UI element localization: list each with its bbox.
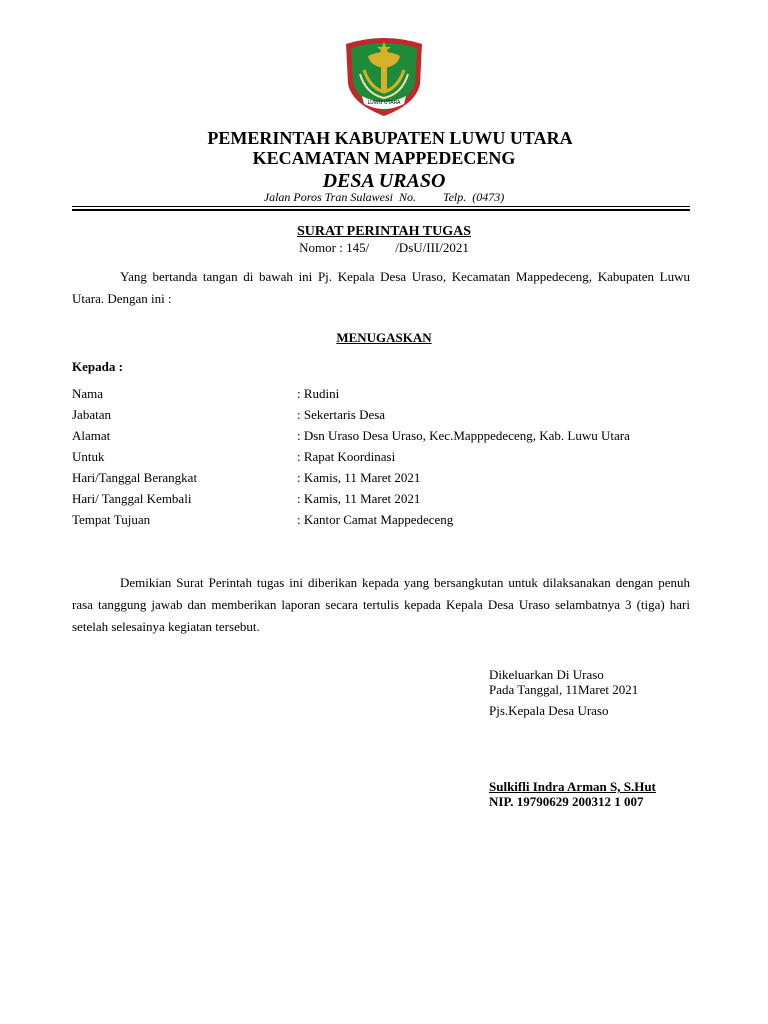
- detail-label: Hari/ Tanggal Kembali: [72, 491, 192, 506]
- letterhead-government: PEMERINTAH KABUPATEN LUWU UTARA: [207, 128, 573, 148]
- letter-number: Nomor : 145/ /DsU/III/2021: [299, 240, 469, 255]
- detail-value: : Kamis, 11 Maret 2021: [297, 470, 421, 485]
- issued-place: Dikeluarkan Di Uraso: [489, 667, 604, 682]
- svg-text:LUWU UTARA: LUWU UTARA: [367, 100, 401, 106]
- detail-label: Untuk: [72, 449, 105, 464]
- detail-row-nama: [72, 386, 690, 407]
- issued-date: Pada Tanggal, 11Maret 2021: [489, 682, 639, 697]
- detail-label: Tempat Tujuan: [72, 512, 151, 527]
- letterhead-village: DESA URASO: [322, 170, 446, 192]
- detail-row-untuk: [72, 449, 690, 470]
- signer-nip: NIP. 19790629 200312 1 007: [489, 794, 644, 809]
- intro-paragraph: Yang bertanda tangan di bawah ini Pj. Kepala Desa Uraso, Kecamatan Mappedeceng, Kabupaten Luwu Utara. Dengan ini :: [72, 269, 690, 306]
- detail-value: : Rapat Koordinasi: [297, 449, 396, 464]
- recipient-label: Kepada :: [72, 359, 123, 374]
- detail-row-tujuan: [72, 512, 690, 533]
- detail-row-jabatan: [72, 407, 690, 428]
- regency-emblem-logo: [340, 34, 428, 118]
- letterhead-divider-thick: [72, 209, 690, 211]
- detail-label: Alamat: [72, 428, 111, 443]
- closing-paragraph: Demikian Surat Perintah tugas ini diberikan kepada yang bersangkutan untuk dilaksanakan dengan penuh rasa tanggung jawab dan memberikan laporan secara tertulis kepada Kepala Desa Uraso selambatnya 3 (tiga) hari setelah selesainya kegiatan tersebut.: [72, 575, 690, 634]
- detail-value: : Kantor Camat Mappedeceng: [297, 512, 454, 527]
- detail-row-berangkat: [72, 470, 690, 491]
- signer-name: Sulkifli Indra Arman S, S.Hut: [489, 779, 656, 794]
- detail-label: Hari/Tanggal Berangkat: [72, 470, 198, 485]
- detail-value: : Dsn Uraso Desa Uraso, Kec.Mapppedeceng, Kab. Luwu Utara: [297, 428, 630, 443]
- signer-position: Pjs.Kepala Desa Uraso: [489, 703, 609, 718]
- letterhead-divider-thin: [72, 206, 690, 207]
- detail-value: : Rudini: [297, 386, 340, 401]
- detail-row-alamat: [72, 428, 690, 449]
- detail-row-kembali: [72, 491, 690, 512]
- letter-title: SURAT PERINTAH TUGAS: [296, 224, 471, 239]
- detail-value: : Kamis, 11 Maret 2021: [297, 491, 421, 506]
- letterhead-district: KECAMATAN MAPPEDECENG: [252, 148, 516, 168]
- letterhead-address: Jalan Poros Tran Sulawesi No. Telp. (0473): [263, 190, 505, 204]
- assignment-heading: MENUGASKAN: [336, 330, 432, 345]
- detail-label: Jabatan: [72, 407, 111, 422]
- detail-label: Nama: [72, 386, 104, 401]
- detail-value: : Sekertaris Desa: [297, 407, 386, 422]
